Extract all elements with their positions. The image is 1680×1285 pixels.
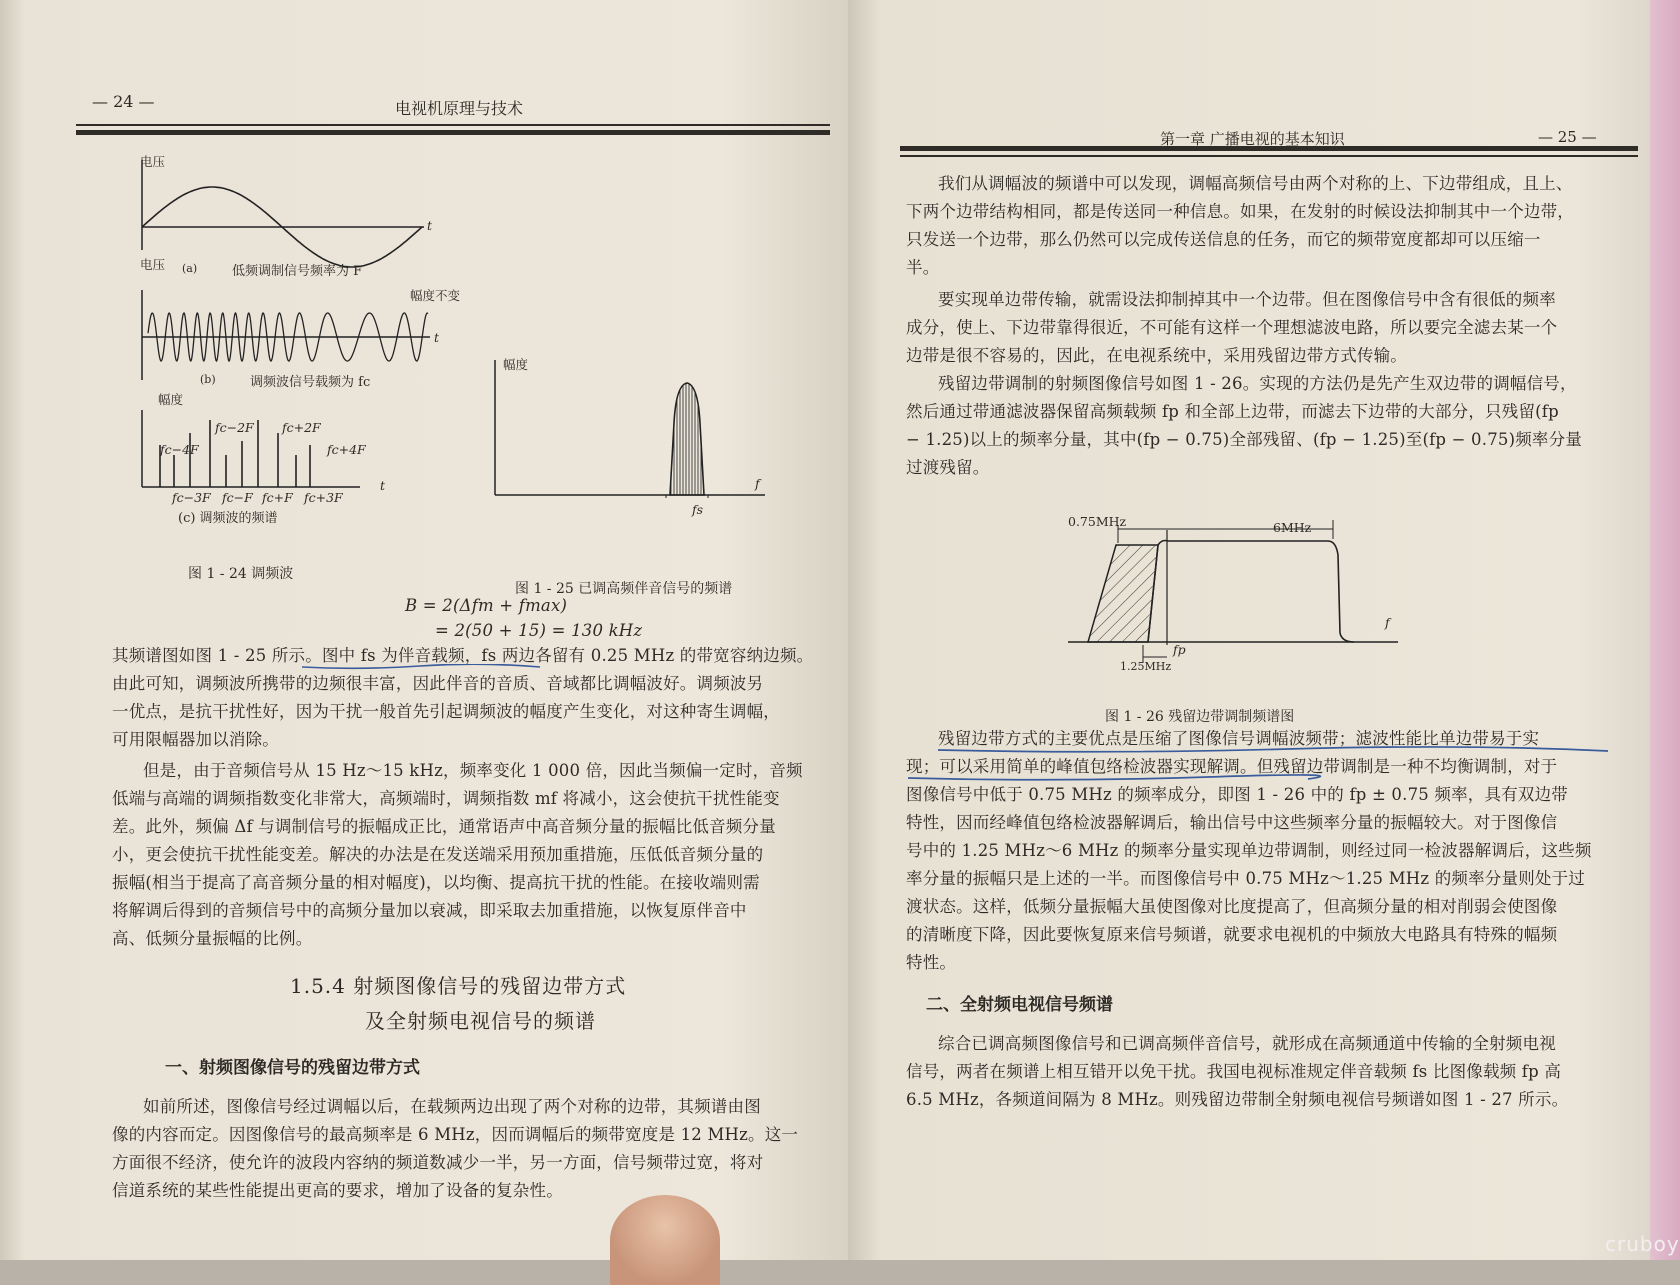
fig24b-caption-prefix: (b) (200, 373, 216, 386)
left-para2-line-1: 但是，由于音频信号从 15 Hz～15 kHz，频率变化 1 000 倍，因此当频偏一定时，音频 (143, 761, 803, 780)
right-para1-line-2: 下两个边带结构相同，都是传送同一种信息。如果，在发射的时候设法抑制其中一个边带， (906, 202, 1574, 221)
left-para1-line-2: 由此可知，调频波所携带的边频很丰富，因此伴音的音质、音域都比调幅波好。调频波另 (112, 674, 764, 693)
right-para2-line-3: 边带是很不容易的，因此，在电视系统中，采用残留边带方式传输。 (906, 346, 1407, 365)
right-para5-line-3: 6.5 MHz，各频道间隔为 8 MHz。则残留边带制全射频电视信号频谱如图 1 - 27 所示。 (906, 1090, 1569, 1109)
fig26-label-6mhz: 6MHz (1273, 520, 1312, 535)
right-para4-line-7: 渡状态。这样，低频分量振幅大虽使图像对比度提高了，但高频分量的相对削弱会使图像 (906, 897, 1558, 916)
right-page (848, 0, 1656, 1260)
fig24c-axis-fc+3f: fc+3F (304, 490, 343, 505)
left-para2-line-6: 将解调后得到的音频信号中的高频分量加以衰减，即采取去加重措施，以恢复原伴音中 (112, 901, 747, 920)
fig24c-label-fc+2f: fc+2F (282, 420, 321, 435)
formula-line-1: B = 2(Δfm + fmax) (405, 596, 568, 615)
fig25-ylabel: 幅度 (503, 357, 529, 372)
right-para5-line-2: 信号，两者在频谱上相互错开以免干扰。我国电视标准规定伴音载频 fs 比图像载频 fp 高 (906, 1062, 1562, 1081)
left-para3-line-3: 方面很不经济，使允许的波段内容纳的频道数减少一半，另一方面，信号频带过宽，将对 (112, 1153, 764, 1172)
fig24c-axis-fc-3f: fc−3F (172, 490, 211, 505)
fig24b-ylabel: 电压 (140, 257, 166, 272)
left-para1-line-1: 其频谱图如图 1 - 25 所示。图中 fs 为伴音载频，fs 两边各留有 0.25 MHz 的带宽容纳边频。 (112, 646, 814, 665)
right-para1-line-1: 我们从调幅波的频谱中可以发现，调幅高频信号由两个对称的上、下边带组成，且上、 (938, 174, 1573, 193)
fig24c-label-fc-4f: fc−4F (160, 442, 199, 457)
right-para3-line-2: 然后通过带通滤波器保留高频载频 fp 和全部上边带，而滤去下边带的大部分，只残留(fp (906, 402, 1559, 421)
fig24b-note: 幅度不变 (410, 288, 461, 303)
left-para1-line-4: 可用限幅器加以消除。 (112, 730, 279, 749)
fig25-title: 图 1 - 25 已调高频伴音信号的频谱 (515, 581, 733, 597)
fig24a-caption-prefix: (a) (182, 262, 198, 275)
section-1-5-4-title-line-1: 1.5.4 射频图像信号的残留边带方式 (290, 974, 627, 998)
fig25-fs-label: fs (692, 502, 704, 517)
right-para4-line-2: 现；可以采用简单的峰值包络检波器实现解调。但残留边带调制是一种不均衡调制，对于 (906, 757, 1558, 776)
right-para3-line-3: − 1.25)以上的频率分量，其中(fp − 0.75)全部残留、(fp − 1.25)至(fp − 0.75)频率分量 (906, 430, 1583, 449)
chapter-header: 第一章 广播电视的基本知识 (1160, 130, 1345, 148)
page-number-left: — 24 — (92, 92, 155, 111)
left-para1-line-3: 一优点，是抗干扰性好，因为干扰一般首先引起调频波的幅度产生变化，对这种寄生调幅， (112, 702, 780, 721)
header-rule-thin (76, 124, 830, 126)
fig26-f-label: f (1385, 615, 1390, 630)
right-para4-line-8: 的清晰度下降，因此要恢复原来信号频谱，就要求电视机的中频放大电路具有特殊的幅频 (906, 925, 1558, 944)
figure-1-26-drawing (1058, 515, 1428, 675)
fig24c-axis-fc-f: fc−F (222, 490, 253, 505)
fig25-xlabel: f (755, 476, 760, 491)
left-para2-line-2: 低端与高端的调频指数变化非常大，高频端时，调频指数 mf 将减小，这会使抗干扰性能变 (112, 789, 780, 808)
left-page (0, 0, 848, 1260)
fig24c-label-fc-2f: fc−2F (215, 420, 254, 435)
right-para4-handwritten-underline (908, 745, 1628, 785)
page-number-right: — 25 — (1538, 128, 1597, 146)
right-para4-line-4: 特性，因而经峰值包络检波器解调后，输出信号中这些频率分量的振幅较大。对于图像信 (906, 813, 1558, 832)
book-title-header: 电视机原理与技术 (395, 99, 524, 118)
fig24c-caption: (c) 调频波的频谱 (178, 511, 278, 526)
holding-finger (610, 1195, 720, 1285)
fig26-label-075mhz: 0.75MHz (1068, 514, 1127, 529)
right-para4-line-3: 图像信号中低于 0.75 MHz 的频率成分，即图 1 - 26 中的 fp ± 0.75 频率，具有双边带 (906, 785, 1569, 804)
fig26-title: 图 1 - 26 残留边带调制频谱图 (1105, 709, 1295, 725)
fig24c-label-fc+4f: fc+4F (327, 442, 366, 457)
left-para3-line-1: 如前所述，图像信号经过调幅以后，在载频两边出现了两个对称的边带，其频谱由图 (143, 1097, 761, 1116)
watermark: cruboy (1605, 1232, 1680, 1256)
fig24b-caption: 调频波信号载频为 fc (250, 375, 371, 390)
subsection-1-heading: 一、射频图像信号的残留边带方式 (165, 1058, 420, 1078)
fig24a-ylabel: 电压 (140, 154, 166, 169)
left-para2-line-3: 差。此外，频偏 Δf 与调制信号的振幅成正比，通常语声中高音频分量的振幅比低音频分量 (112, 817, 776, 836)
fig24c-t-label: t (380, 478, 386, 493)
fig24a-t-label: t (427, 218, 433, 233)
right-para4-line-5: 号中的 1.25 MHz～6 MHz 的频率分量实现单边带调制，则经过同一检波器解调后，这些频 (906, 841, 1592, 860)
right-para1-line-3: 只发送一个边带，那么仍然可以完成传送信息的任务，而它的频带宽度都却可以压缩一 (906, 230, 1541, 249)
fig24c-axis-fc+f: fc+F (262, 490, 293, 505)
fig26-label-125mhz: 1.25MHz (1120, 660, 1172, 673)
left-para2-line-4: 小，更会使抗干扰性能变差。解决的办法是在发送端采用预加重措施，压低低音频分量的 (112, 845, 764, 864)
fig24-title: 图 1 - 24 调频波 (188, 566, 294, 582)
fig24c-ylabel: 幅度 (158, 392, 184, 407)
figure-1-25-drawing (490, 355, 780, 505)
right-para2-line-2: 成分，使上、下边带靠得很近，不可能有这样一个理想滤波电路，所以要完全滤去某一个 (906, 318, 1558, 337)
right-para4-line-9: 特性。 (906, 953, 957, 972)
section-1-5-4-title-line-2: 及全射频电视信号的频谱 (365, 1009, 596, 1033)
right-para1-line-4: 半。 (906, 258, 940, 277)
right-para4-line-1: 残留边带方式的主要优点是压缩了图像信号调幅波频带；滤波性能比单边带易于实 (938, 729, 1540, 748)
fig26-fp-label: fp (1173, 642, 1186, 657)
fig24a-caption: 低频调制信号频率为 F (232, 264, 363, 279)
subsection-2-heading: 二、全射频电视信号频谱 (926, 995, 1113, 1015)
left-para1-underline (300, 664, 550, 670)
left-para2-line-7: 高、低频分量振幅的比例。 (112, 929, 313, 948)
left-para2-line-5: 振幅(相当于提高了高音频分量的相对幅度)，以均衡、提高抗干扰的性能。在接收端则需 (112, 873, 760, 892)
right-para4-line-6: 率分量的振幅只是上述的一半。而图像信号中 0.75 MHz～1.25 MHz 的频率分量则处于过 (906, 869, 1586, 888)
right-para3-line-1: 残留边带调制的射频图像信号如图 1 - 26。实现的方法仍是先产生双边带的调幅信号， (938, 374, 1577, 393)
left-para3-line-4: 信道系统的某些性能提出更高的要求，增加了设备的复杂性。 (112, 1181, 563, 1200)
header-rule-thick (76, 130, 830, 135)
right-para2-line-1: 要实现单边带传输，就需设法抑制掉其中一个边带。但在图像信号中含有很低的频率 (938, 290, 1556, 309)
left-para3-line-2: 像的内容而定。因图像信号的最高频率是 6 MHz，因而调幅后的频带宽度是 12 MHz。这一 (112, 1125, 799, 1144)
fig24b-t-label: t (434, 330, 440, 345)
figure-1-24-drawing (130, 155, 460, 545)
right-para5-line-1: 综合已调高频图像信号和已调高频伴音信号，就形成在高频通道中传输的全射频电视 (938, 1034, 1556, 1053)
right-header-rule-thin (900, 155, 1638, 157)
right-para3-line-4: 过渡残留。 (906, 458, 990, 477)
background-fabric (1650, 0, 1680, 1260)
formula-line-2: = 2(50 + 15) = 130 kHz (435, 621, 643, 640)
